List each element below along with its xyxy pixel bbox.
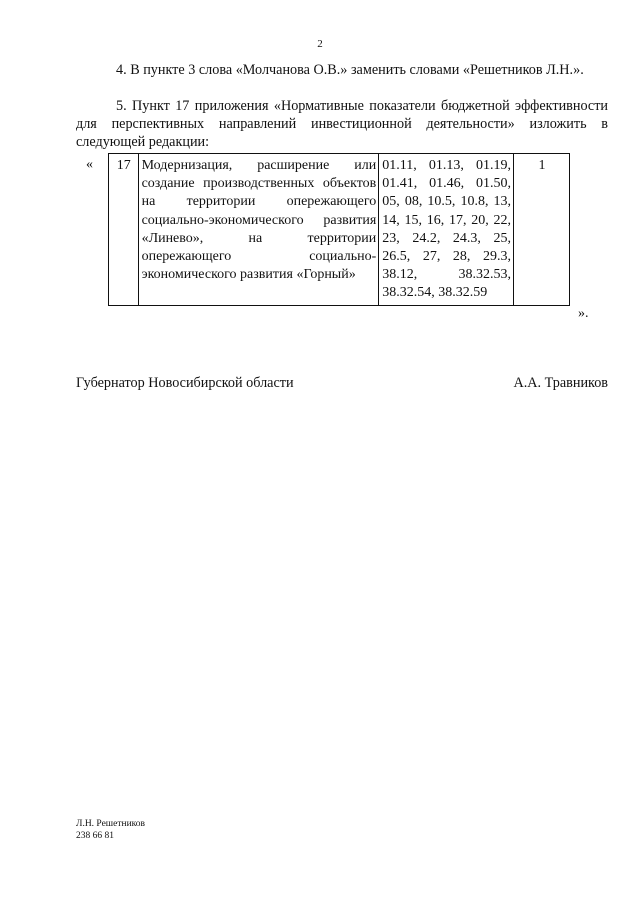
value-cell — [514, 154, 570, 306]
row-number-cell: 17 — [109, 154, 139, 306]
opening-quote-mark: « — [86, 157, 93, 172]
executor-footer — [76, 818, 145, 842]
executor-name: Л.Н. Решетников — [76, 819, 146, 829]
executor-phone: 238 66 81 — [76, 831, 114, 841]
page-number: 2 — [317, 38, 323, 50]
amendment-table — [108, 153, 570, 306]
activity-codes-cell: 01.11, 01.13, 01.19, 01.41, 01.46, 01.50, 05, 08, 10.5, 10.8, 13, 14, 15, 16, 17, 20, 22, 23, 24.2, 24.3, 25, 26.5, 27, 28, 29.3, 38.12, 38.32.53, 38.32.54, 38.32.59 — [379, 154, 514, 306]
amendment-item-4: 4. В пункте 3 слова «Молчанова О.В.» заменить словами «Решетников Л.Н.». — [116, 62, 584, 78]
closing-quote-mark: ». — [578, 306, 589, 321]
signatory-title: Губернатор Новосибирской области — [76, 375, 294, 391]
table-row — [109, 154, 570, 306]
amendment-item-5: 5. Пункт 17 приложения «Нормативные показатели бюджетной эффективности для перспективных направлений инвестиционной деятельности» изложить в следующей редакции: — [76, 98, 608, 151]
signatory-name: А.А. Травников — [513, 375, 608, 391]
description-cell: Модернизация, расширение или создание производственных объектов на территории опережающего социально-экономического развития «Линево», на территории опережающего социально-экономического развития «Горный» — [138, 154, 379, 306]
value-text: 1 — [538, 158, 546, 173]
